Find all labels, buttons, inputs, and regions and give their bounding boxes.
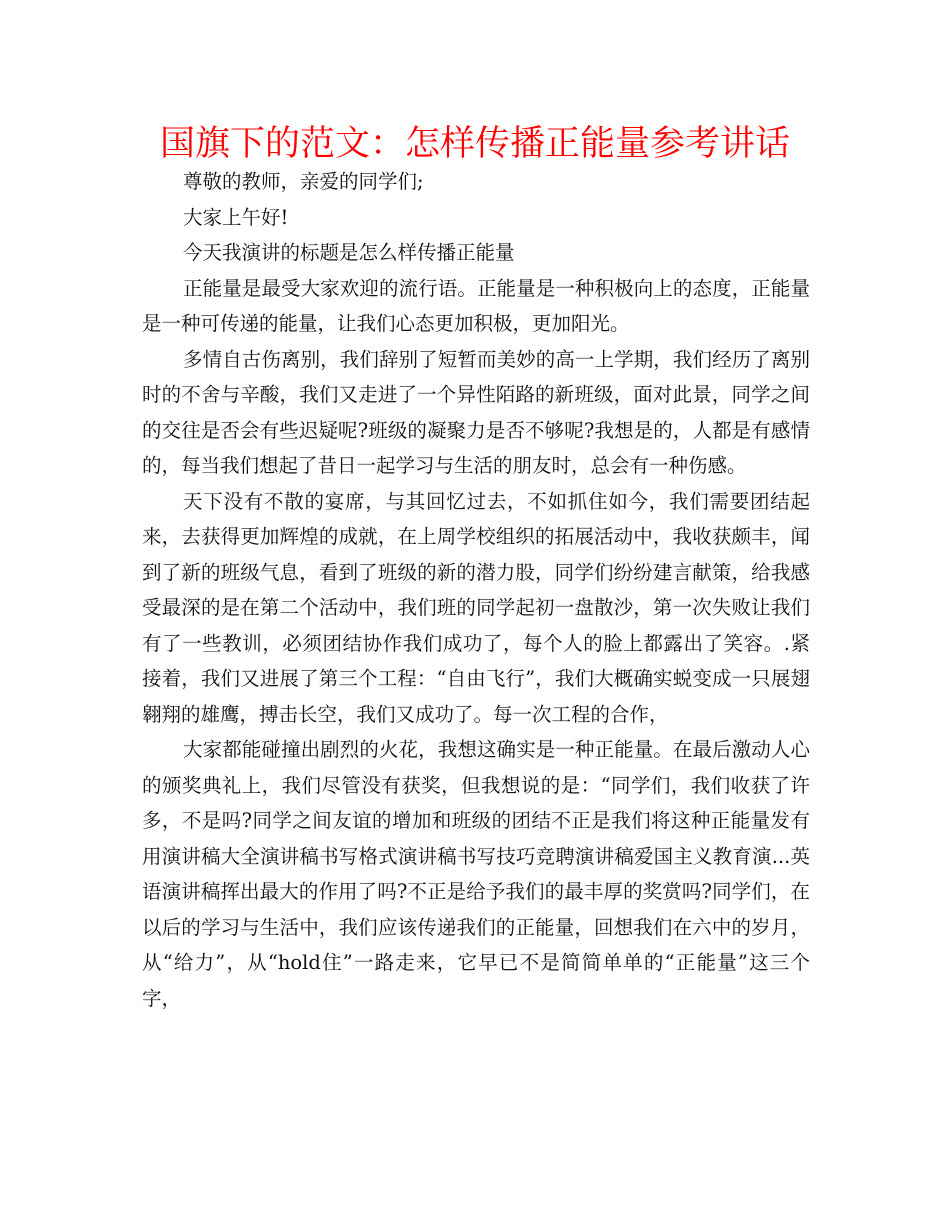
document-body [142,164,810,1016]
page-title: 国旗下的范文：怎样传播正能量参考讲话 [159,124,790,164]
paragraph-greeting: 大家上午好! [183,205,289,229]
paragraph: 多情自古伤离别，我们辞别了短暂而美妙的高一上学期，我们经历了离别时的不舍与辛酸，我们又走进了一个异性陌路的新班级，面对此景，同学之间的交往是否会有些迟疑呢?班级的凝聚力是否不够呢?我想是的，人都是有感情的，每当我们想起了昔日一起学习与生活的朋友时，总会有一种伤感。 [142,347,810,477]
paragraph: 天下没有不散的宴席，与其回忆过去，不如抓住如今，我们需要团结起来，去获得更加辉煌的成就，在上周学校组织的拓展活动中，我收获颇丰，闻到了新的班级气息，看到了班级的新的潜力股，同学们纷纷建言献策，给我感受最深的是在第二个活动中，我们班的同学起初一盘散沙，第一次失败让我们有了一些教训，必须团结协作我们成功了，每个人的脸上都露出了笑容。.紧接着，我们又进展了第三个工程：“自由飞行”，我们大概确实蜕变成一只展翅翱翔的雄鹰，搏击长空，我们又成功了。每一次工程的合作， [142,489,810,726]
paragraph: 正能量是最受大家欢迎的流行语。正能量是一种积极向上的态度，正能量是一种可传递的能量，让我们心态更加积极，更加阳光。 [142,276,810,335]
paragraph-topic: 今天我演讲的标题是怎么样传播正能量 [183,241,515,264]
paragraph: 大家都能碰撞出剧烈的火花，我想这确实是一种正能量。在最后激动人心的颁奖典礼上，我们尽管没有获奖，但我想说的是：“同学们，我们收获了许多，不是吗?同学之间友谊的增加和班级的团结不正是我们将这种正能量发有用演讲稿大全演讲稿书写格式演讲稿书写技巧竞聘演讲稿爱国主义教育演...英语演讲稿挥出最大的作用了吗?不正是给予我们的最丰厚的奖赏吗?同学们，在以后的学习与生活中，我们应该传递我们的正能量，回想我们在六中的岁月，从“给力”，从“hold住”一路走来，它早已不是简简单单的“正能量”这三个字， [142,738,810,1010]
paragraph-salutation: 尊敬的教师，亲爱的同学们; [183,170,424,193]
